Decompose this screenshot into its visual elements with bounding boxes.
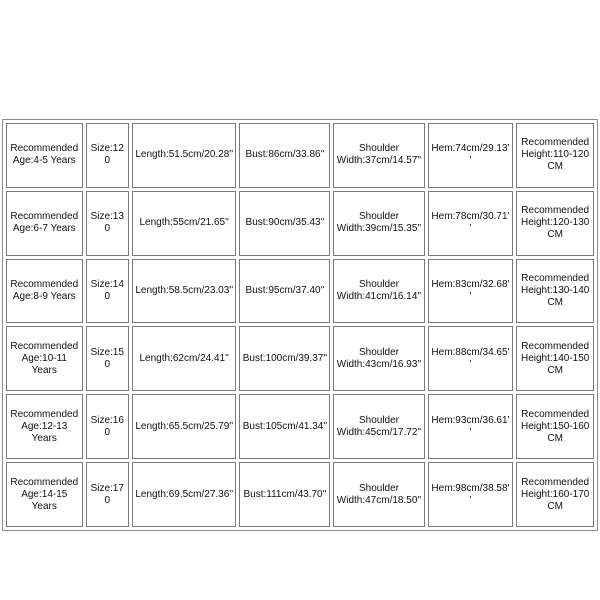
bust-cell: Bust:105cm/41.34'' [239,394,330,459]
table-row [6,394,594,459]
size-cell: Size:170 [86,462,129,527]
age-cell: Recommended Age:14-15 Years [6,462,83,527]
age-cell: Recommended Age:6-7 Years [6,191,83,256]
height-cell: Recommended Height:150-160 CM [516,394,594,459]
table-row [6,123,594,188]
height-cell: Recommended Height:110-120 CM [516,123,594,188]
shoulder-width-cell: Shoulder Width:39cm/15.35'' [333,191,424,256]
hem-cell: Hem:74cm/29.13'' [428,123,514,188]
hem-cell: Hem:83cm/32.68'' [428,259,514,324]
hem-cell: Hem:78cm/30.71'' [428,191,514,256]
bust-cell: Bust:90cm/35.43'' [239,191,330,256]
hem-cell: Hem:98cm/38.58'' [428,462,514,527]
shoulder-width-cell: Shoulder Width:37cm/14.57'' [333,123,424,188]
size-cell: Size:150 [86,326,129,391]
bust-cell: Bust:95cm/37.40'' [239,259,330,324]
length-cell: Length:51.5cm/20.28'' [132,123,236,188]
size-cell: Size:120 [86,123,129,188]
height-cell: Recommended Height:120-130 CM [516,191,594,256]
length-cell: Length:55cm/21.65'' [132,191,236,256]
height-cell: Recommended Height:140-150 CM [516,326,594,391]
hem-cell: Hem:93cm/36.61'' [428,394,514,459]
bust-cell: Bust:100cm/39.37'' [239,326,330,391]
table-row [6,191,594,256]
height-cell: Recommended Height:130-140 CM [516,259,594,324]
length-cell: Length:62cm/24.41'' [132,326,236,391]
size-chart-table [2,119,598,531]
height-cell: Recommended Height:160-170 CM [516,462,594,527]
age-cell: Recommended Age:4-5 Years [6,123,83,188]
shoulder-width-cell: Shoulder Width:47cm/18.50'' [333,462,424,527]
hem-cell: Hem:88cm/34.65'' [428,326,514,391]
bust-cell: Bust:86cm/33.86'' [239,123,330,188]
age-cell: Recommended Age:10-11 Years [6,326,83,391]
length-cell: Length:58.5cm/23.03'' [132,259,236,324]
shoulder-width-cell: Shoulder Width:43cm/16.93'' [333,326,424,391]
table-row [6,259,594,324]
table-row [6,462,594,527]
length-cell: Length:65.5cm/25.79'' [132,394,236,459]
age-cell: Recommended Age:12-13 Years [6,394,83,459]
length-cell: Length:69.5cm/27.36'' [132,462,236,527]
shoulder-width-cell: Shoulder Width:41cm/16.14'' [333,259,424,324]
size-cell: Size:160 [86,394,129,459]
table-row [6,326,594,391]
size-cell: Size:140 [86,259,129,324]
bust-cell: Bust:111cm/43.70'' [239,462,330,527]
size-cell: Size:130 [86,191,129,256]
shoulder-width-cell: Shoulder Width:45cm/17.72'' [333,394,424,459]
age-cell: Recommended Age:8-9 Years [6,259,83,324]
